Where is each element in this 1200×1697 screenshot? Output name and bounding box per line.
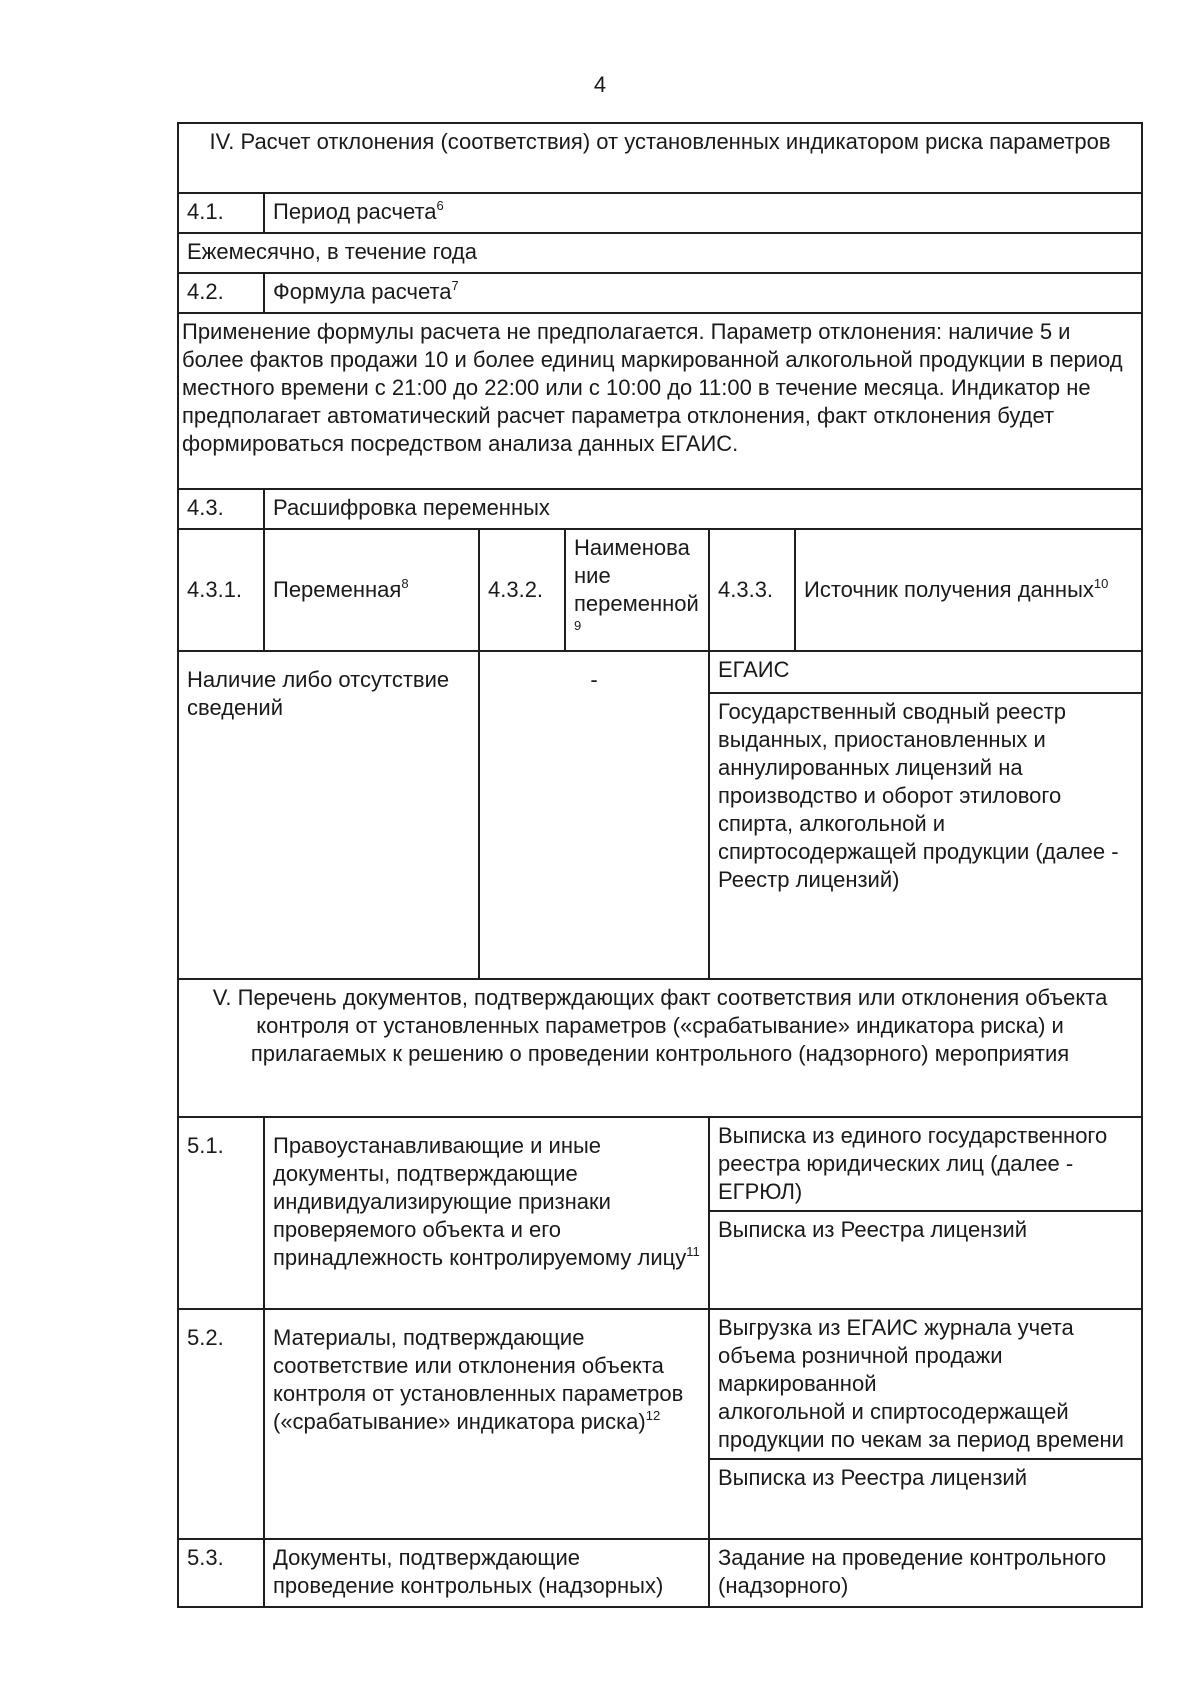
footnote-ref-6: 6	[436, 198, 444, 213]
variable-sources	[710, 652, 1141, 898]
footnote-ref-7: 7	[451, 278, 459, 293]
row-5-2-documents	[710, 1310, 1141, 1508]
row-5-1-documents	[710, 1118, 1141, 1280]
row-5-2-description: Материалы, подтверждающие соответствие или отклонения объекта контроля от установленных параметров («срабатывание» индикатора риска)$^{12}$	[264, 1309, 709, 1539]
footnote-ref-8: 8	[401, 576, 409, 591]
variable-name-value: -	[479, 651, 709, 979]
row-4-3-number: 4.3.	[178, 489, 264, 529]
row-4-1-label: Период расчета$^6$	[264, 193, 1142, 233]
variable-sources-cell	[709, 651, 1142, 979]
row-5-2-documents-cell	[709, 1309, 1142, 1539]
var-col-3-number: 4.3.3.	[709, 529, 795, 651]
section-4-heading: IV. Расчет отклонения (соответствия) от установленных индикатором риска параметров	[178, 123, 1142, 193]
var-col-2-label: Наименование переменной$^9$	[565, 529, 709, 651]
row-4-1-value: Ежемесячно, в течение года	[178, 233, 1142, 273]
row-4-1-number: 4.1.	[178, 193, 264, 233]
footnote-ref-9: 9	[574, 618, 582, 633]
row-5-1-number: 5.1.	[178, 1117, 264, 1309]
row-4-2-number: 4.2.	[178, 273, 264, 313]
var-col-2-number: 4.3.2.	[479, 529, 565, 651]
document-item: Выгрузка из ЕГАИС журнала учета объема розничной продажи маркированной алкогольной и спиртосодержащей продукции по чекам за период времени	[710, 1310, 1141, 1459]
source-item: Государственный сводный реестр выданных, приостановленных и аннулированных лицензий на производство и оборот этилового спирта, алкогольной и спиртосодержащей продукции (далее - Реестр лицензий)	[718, 699, 1119, 892]
variable-value: Наличие либо отсутствие сведений	[178, 651, 479, 979]
var-col-1-label: Переменная$^8$	[264, 529, 479, 651]
row-4-3-label: Расшифровка переменных	[264, 489, 1142, 529]
document-item: Выписка из Реестра лицензий	[718, 1465, 1027, 1490]
var-col-3-label: Источник получения данных$^{10}$	[795, 529, 1142, 651]
footnote-ref-11: 11	[686, 1244, 700, 1259]
source-item: ЕГАИС	[710, 652, 1141, 693]
row-5-1-description: Правоустанавливающие и иные документы, подтверждающие индивидуализирующие признаки проверяемого объекта и его принадлежность контролируемому лицу$^{11}$	[264, 1117, 709, 1309]
row-5-1-documents-cell	[709, 1117, 1142, 1309]
var-col-1-number: 4.3.1.	[178, 529, 264, 651]
document-item: Выписка из единого государственного реестра юридических лиц (далее - ЕГРЮЛ)	[710, 1118, 1141, 1211]
row-5-3-document: Задание на проведение контрольного (надзорного)	[709, 1539, 1142, 1607]
row-5-3-number: 5.3.	[178, 1539, 264, 1607]
row-4-2-value: Применение формулы расчета не предполагается. Параметр отклонения: наличие 5 и более фактов продажи 10 и более единиц маркированной алкогольной продукции в период местного времени с 21:00 до 22:00 или с 10:00 до 11:00 в течение месяца. Индикатор не предполагает автоматический расчет параметра отклонения, факт отклонения будет формироваться посредством анализа данных ЕГАИС.	[178, 313, 1142, 489]
section-5-heading: V. Перечень документов, подтверждающих факт соответствия или отклонения объекта контроля от установленных параметров («срабатывание» индикатора риска) и прилагаемых к решению о проведении контрольного (надзорного) мероприятия	[178, 979, 1142, 1117]
document-item: Выписка из Реестра лицензий	[718, 1217, 1027, 1242]
row-4-2-label: Формула расчета$^7$	[264, 273, 1142, 313]
document-table	[177, 122, 1143, 1608]
footnote-ref-10: 10	[1093, 576, 1109, 591]
row-5-2-number: 5.2.	[178, 1309, 264, 1539]
row-5-3-description: Документы, подтверждающие проведение контрольных (надзорных)	[264, 1539, 709, 1607]
page-number: 4	[593, 72, 607, 97]
footnote-ref-12: 12	[645, 1408, 661, 1423]
